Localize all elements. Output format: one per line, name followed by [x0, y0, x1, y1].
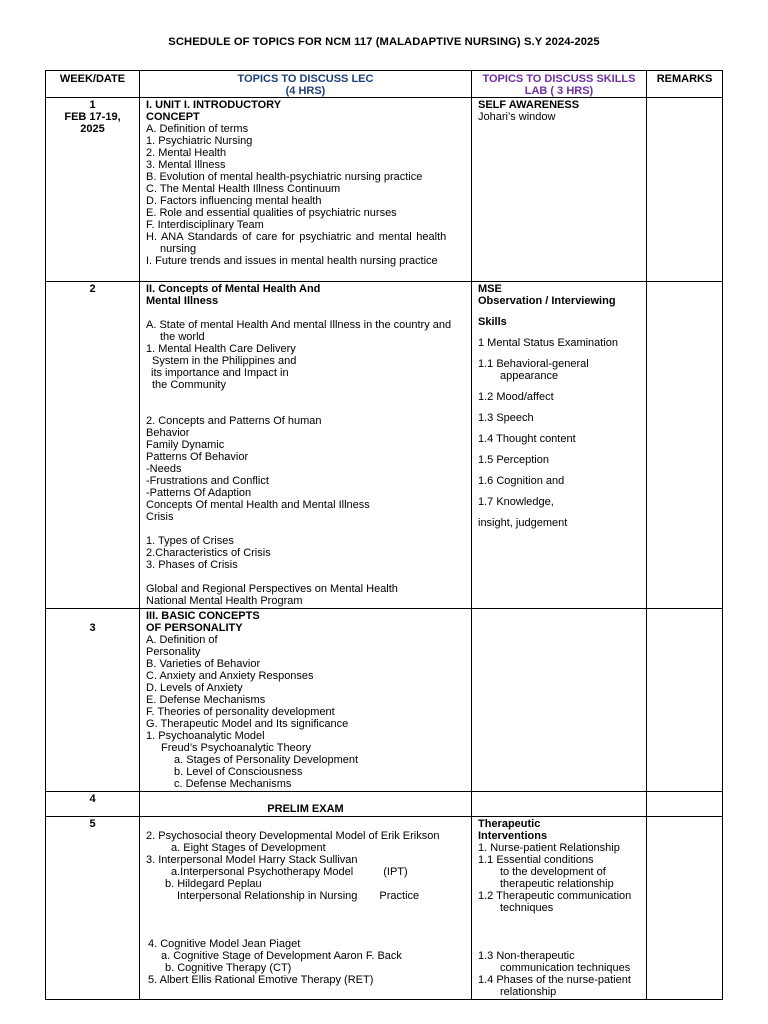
remarks-cell — [647, 282, 723, 609]
prelim-exam-cell: PRELIM EXAM — [140, 792, 472, 817]
header-remarks: REMARKS — [647, 71, 723, 98]
lec-topics-cell: I. UNIT I. INTRODUCTORY CONCEPT A. Definition of terms 1. Psychiatric Nursing 2. Mental Health 3. Mental Illness B. Evolution of mental health-psychiatric nursing practice C. The Mental Health Illness Continuum D. Factors influencing mental health E. Role and essential qualities of psychiatric nurses F. Interdisciplinary Team H. ANA Standards of care for psychiatric and mental health nursing I. Future trends and issues in mental health nursing practice — [140, 98, 472, 282]
lab-topics-cell — [472, 609, 647, 792]
remarks-cell — [647, 98, 723, 282]
header-lec: TOPICS TO DISCUSS LEC (4 HRS) — [140, 71, 472, 98]
week-cell: 3 — [46, 609, 140, 792]
lab-topics-cell: Therapeutic Interventions 1. Nurse-patient Relationship 1.1 Essential conditions to the development of therapeutic relationship 1.2 Therapeutic communication techniques 1.3 Non-therapeutic communication techniques 1.4 Phases of the nurse-patient relationship — [472, 817, 647, 1000]
lab-topics-cell: MSE Observation / Interviewing Skills 1 Mental Status Examination 1.1 Behavioral-general appearance 1.2 Mood/affect 1.3 Speech 1.4 Thought content 1.5 Perception 1.6 Cognition and 1.7 Knowledge, insight, judgement — [472, 282, 647, 609]
remarks-cell — [647, 792, 723, 817]
lab-topics-cell — [472, 792, 647, 817]
header-row — [46, 71, 723, 98]
week-cell: 4 — [46, 792, 140, 817]
week-cell: 5 — [46, 817, 140, 1000]
week-cell: 1 FEB 17-19, 2025 — [46, 98, 140, 282]
week-cell: 2 — [46, 282, 140, 609]
remarks-cell — [647, 609, 723, 792]
table-row — [46, 817, 723, 1000]
lab-topics-cell: SELF AWARENESS Johari’s window — [472, 98, 647, 282]
document-title: SCHEDULE OF TOPICS FOR NCM 117 (MALADAPTIVE NURSING) S.Y 2024-2025 — [168, 36, 600, 48]
remarks-cell — [647, 817, 723, 1000]
header-lab: TOPICS TO DISCUSS SKILLS LAB ( 3 HRS) — [472, 71, 647, 98]
table-row — [46, 609, 723, 792]
table-row — [46, 98, 723, 282]
table-row — [46, 792, 723, 817]
lec-topics-cell: II. Concepts of Mental Health And Mental Illness A. State of mental Health And mental Illness in the country and the world 1. Mental Health Care Delivery System in the Philippines and its importance and Impact in the Community 2. Concepts and Patterns Of human Behavior Family Dynamic Patterns Of Behavior -Needs -Frustrations and Conflict -Patterns Of Adaption Concepts Of mental Health and Mental Illness Crisis 1. Types of Crises 2.Characteristics of Crisis 3. Phases of Crisis Global and Regional Perspectives on Mental Health National Mental Health Program — [140, 282, 472, 609]
lec-topics-cell: 2. Psychosocial theory Developmental Model of Erik Erikson a. Eight Stages of Development 3. Interpersonal Model Harry Stack Sullivan a.Interpersonal Psychotherapy Model (IPT) b. Hildegard Peplau Interpersonal Relationship in Nursing Practice 4. Cognitive Model Jean Piaget a. Cognitive Stage of Development Aaron F. Back b. Cognitive Therapy (CT) 5. Albert Ellis Rational Emotive Therapy (RET) — [140, 817, 472, 1000]
table-row — [46, 282, 723, 609]
header-week: WEEK/DATE — [46, 71, 140, 98]
schedule-table — [45, 70, 723, 1000]
lec-topics-cell: III. BASIC CONCEPTS OF PERSONALITY A. Definition of Personality B. Varieties of Behavior C. Anxiety and Anxiety Responses D. Levels of Anxiety E. Defense Mechanisms F. Theories of personality development G. Therapeutic Model and Its significance 1. Psychoanalytic Model Freud’s Psychoanalytic Theory a. Stages of Personality Development b. Level of Consciousness c. Defense Mechanisms — [140, 609, 472, 792]
